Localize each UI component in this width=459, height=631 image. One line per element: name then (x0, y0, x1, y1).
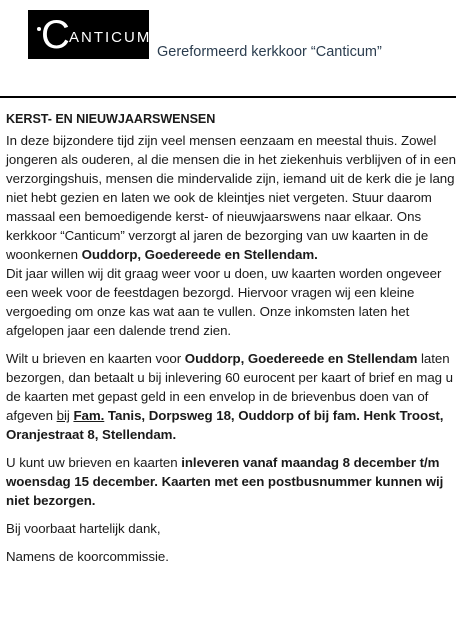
paragraph-signoff: Namens de koorcommissie. (6, 549, 169, 564)
choir-tagline: Gereformeerd kerkkoor “Canticum” (157, 44, 382, 60)
header (0, 0, 459, 96)
article (6, 110, 458, 566)
canticum-logo (28, 10, 152, 59)
dates-bold: inleveren vanaf maandag 8 december t/m woensdag 15 december. Kaarten met een postbusnummer kunnen wij niet bezorgen. (6, 455, 444, 508)
instructions-text-2: laten bezorgen, dan betaalt u bij inlevering 60 eurocent per kaart of brief en mag u de kaarten met gepast geld in een envelop in de brievenbus doen van of afgeven (6, 351, 454, 423)
instructions-text-1: Wilt u brieven en kaarten voor (6, 351, 185, 366)
instructions-addresses: Tanis, Dorpsweg 18, Ouddorp of bij fam. Henk Troost, Oranjestraat 8, Stellendam. (6, 408, 444, 442)
article-title: KERST- EN NIEUWJAARSWENSEN (6, 112, 216, 126)
paragraph-thanks: Bij voorbaat hartelijk dank, (6, 521, 161, 536)
instructions-places: Ouddorp, Goedereede en Stellendam (184, 351, 418, 366)
paragraph-delivery: Dit jaar willen wij dit graag weer voor u doen, uw kaarten worden ongeveer een week voor de feestdagen bezorgd. Hiervoor vragen wij een kleine vergoeding om onze kas wat aan te vullen. Onze inkomsten laten het afgelopen jaar een dalende trend zien. (6, 266, 442, 338)
logo-letter: C (41, 13, 70, 57)
header-divider (0, 96, 456, 98)
instructions-bij: bij (56, 408, 70, 423)
paragraph-dates (6, 453, 458, 510)
logo-word: ANTICUM (69, 29, 152, 46)
intro-text: In deze bijzondere tijd zijn veel mensen eenzaam en meestal thuis. Zowel jongeren als ouderen, al die mensen die in het ziekenhuis verblijven of in een verzorgingshuis, mensen die mindervalide zijn, iemand uit de kerk die je lang niet hebt gezien en laten we ook de kleintjes niet vergeten. Stuur daarom massaal een bemoedigende kerst- of nieuwjaarswens naar elkaar. Ons kerkkoor “Canticum” verzorgt al jaren de bezorging van uw kaarten in de woonkernen (6, 133, 456, 262)
dates-text: U kunt uw brieven en kaarten (6, 455, 182, 470)
intro-places: Ouddorp, Goedereede en Stellendam. (81, 247, 318, 262)
paragraph-instructions (6, 349, 458, 444)
paragraph-intro (6, 131, 458, 264)
instructions-fam: Fam. (73, 408, 105, 423)
